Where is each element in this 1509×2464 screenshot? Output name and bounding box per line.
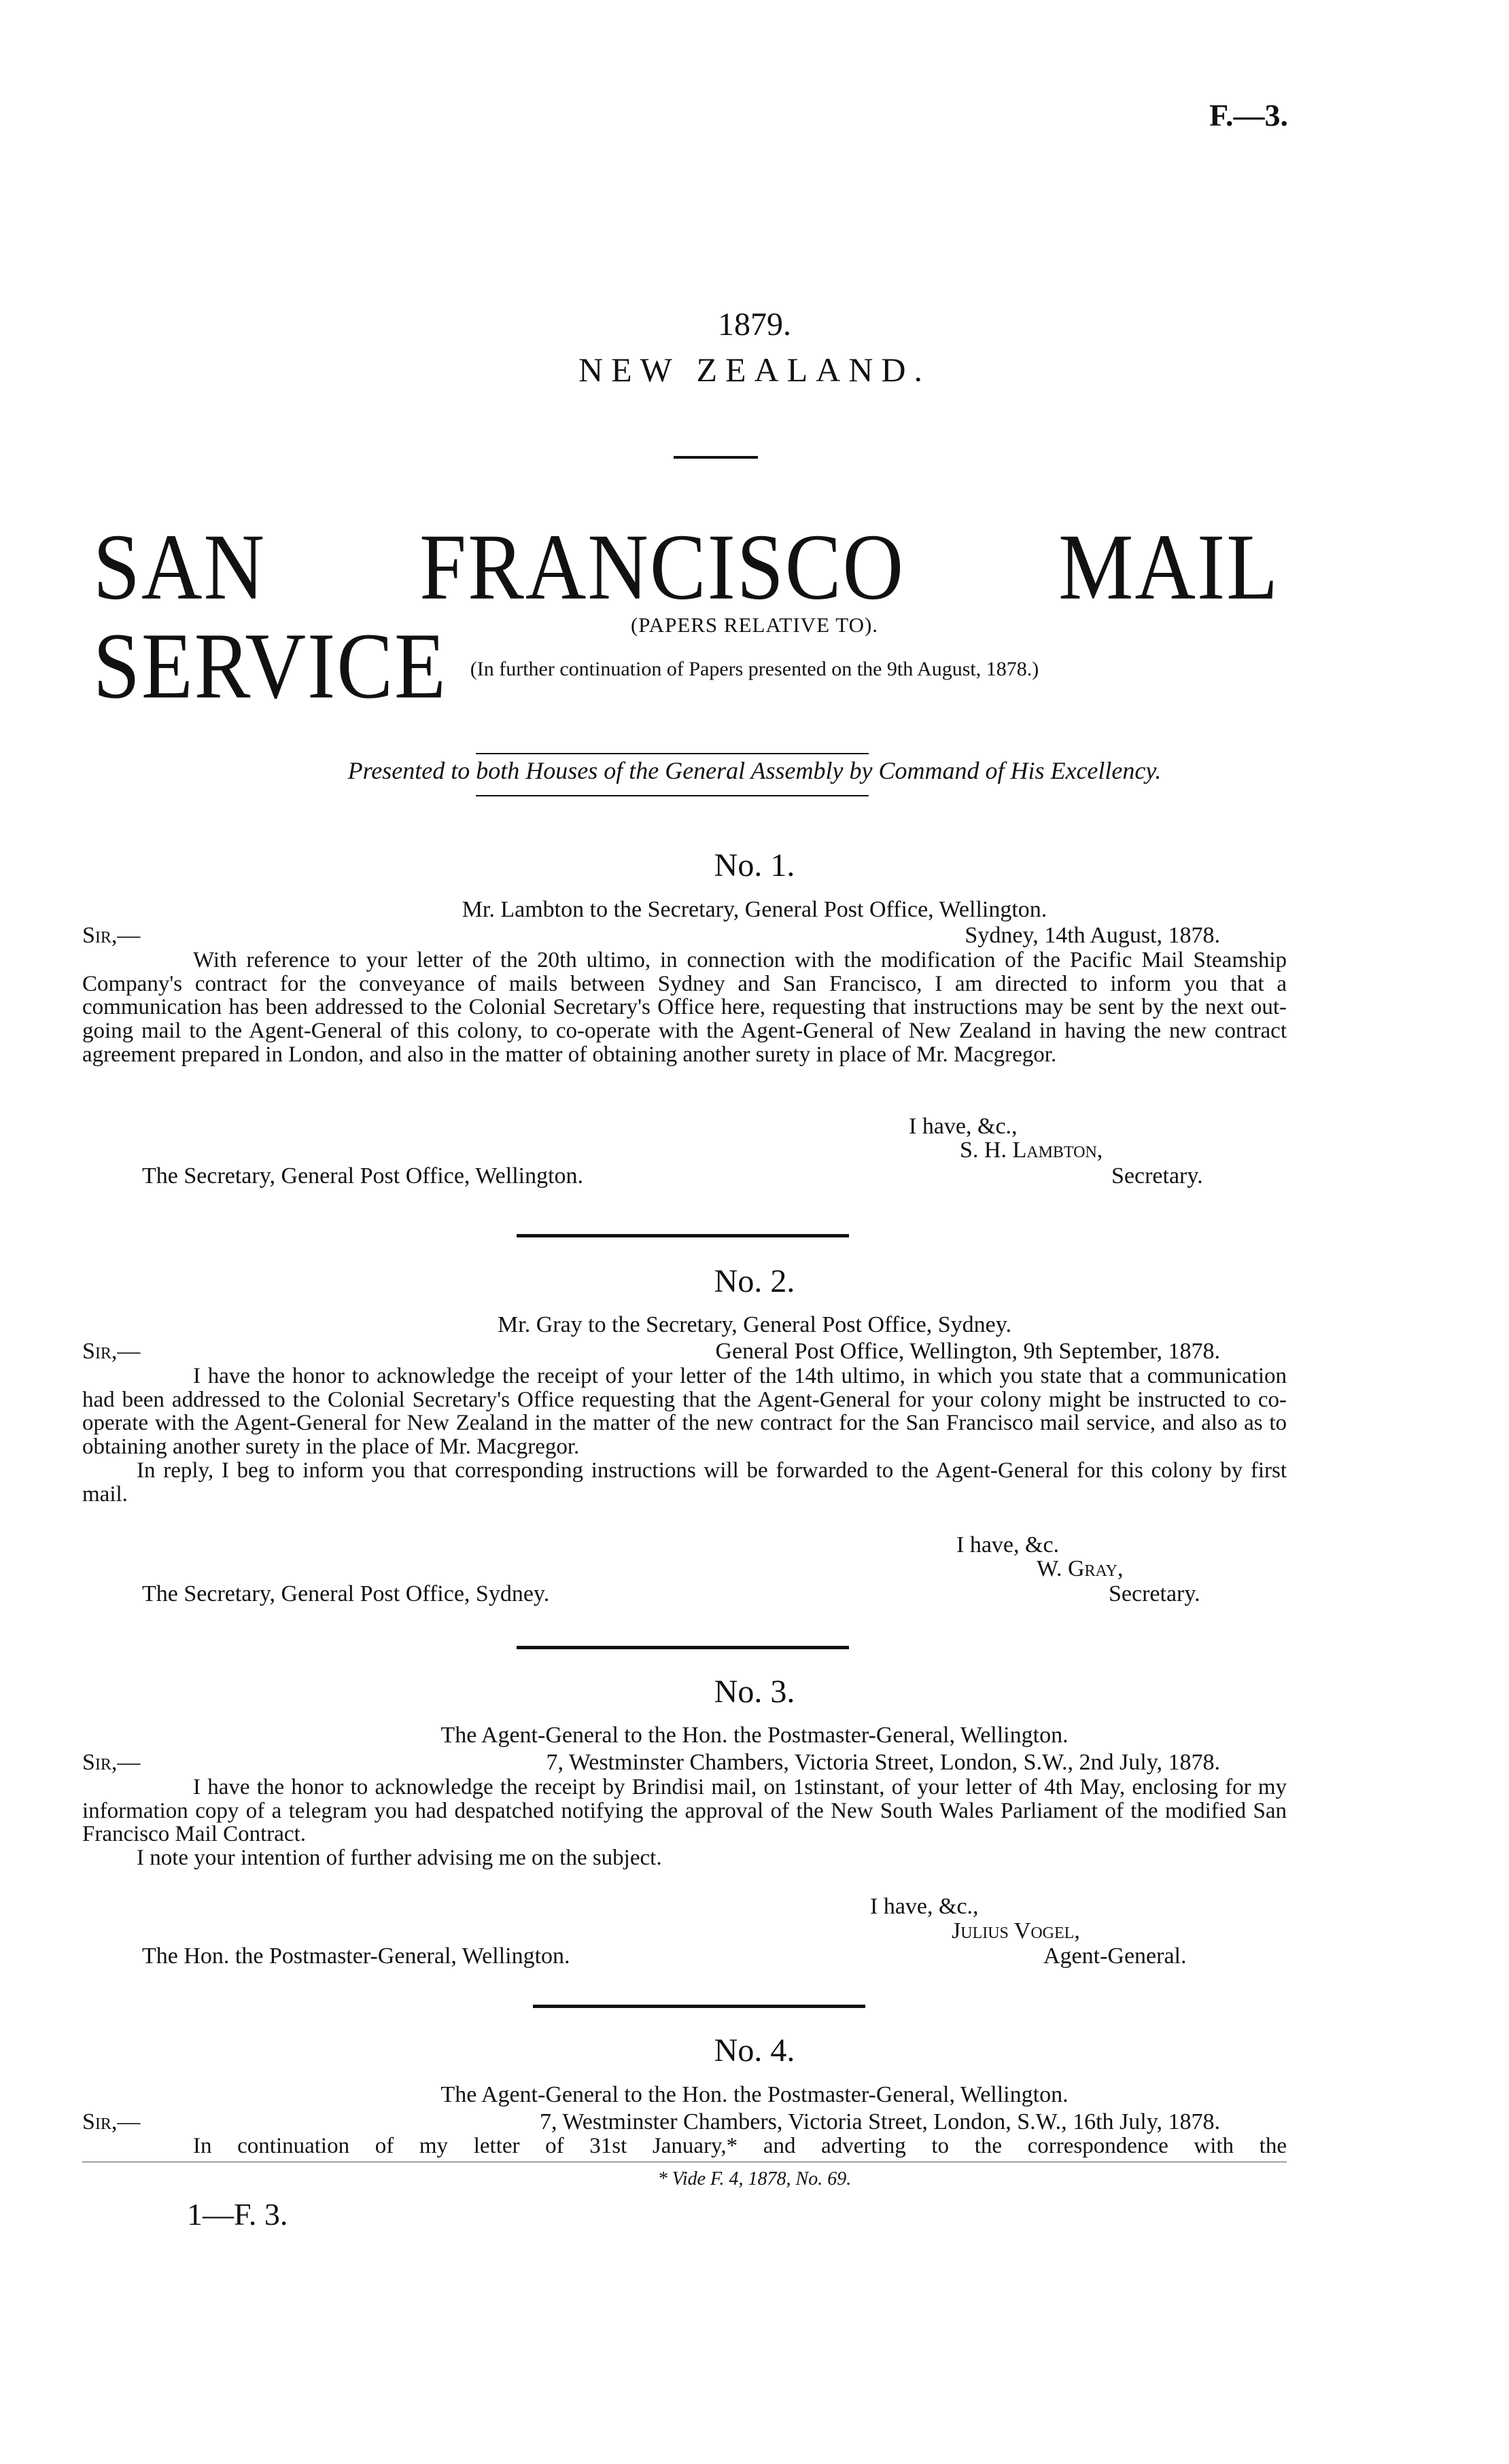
letter-1-place-date: Sydney, 14th August, 1878. [965,923,1220,948]
footnote: * Vide F. 4, 1878, No. 69. [657,2168,852,2189]
letter-3-closing: I have, &c., [870,1894,979,1919]
letter-1-addressee: The Secretary, General Post Office, Wellington. [142,1163,584,1189]
letter-3-salutation: Sir,— [82,1750,141,1775]
letter-3-addressee: The Hon. the Postmaster-General, Wellington. [142,1943,570,1969]
presented-line: Presented to both Houses of the General Assembly by Command of His Excellency. [347,757,1162,784]
letter-3-place-date: 7, Westminster Chambers, Victoria Street, London, S.W., 2nd July, 1878. [546,1750,1220,1775]
letter-3-heading: The Agent-General to the Hon. the Postmaster-General, Wellington. [440,1723,1069,1748]
letter-3-paragraph-2: I note your intention of further advising me on the subject. [137,1846,662,1871]
letter-1-signatory-title: Secretary. [1111,1163,1203,1189]
letter-2-paragraph-1: I have the honor to acknowledge the receipt of your letter of the 14th ultimo, in which you state that a communication had been addressed to the Colonial Secretary's Office requesting that the Agent-General for your colony might be instructed to co-operate with the Agent-General for New Zealand in the matter of the new contract for the San Francisco mail service, and also as to obtaining another surety in the place of Mr. Macgregor. [82,1364,1287,1460]
letter-1-paragraph: With reference to your letter of the 20th ultimo, in connection with the modification of the Pacific Mail Steamship Company's contract for the conveyance of mails between Sydney and San Francisco, I am directed to inform you that a communication has been addressed to the Colonial Secretary's Office here, requesting that instructions may be sent by the next out-going mail to the Agent-General of this colony, to co-operate with the Agent-General of New Zealand in having the new contract agreement prepared in London, and also in the matter of obtaining another surety in place of Mr. Macgregor. [82,948,1287,1067]
presented-rule-bottom [476,795,869,796]
letter-4-place-date: 7, Westminster Chambers, Victoria Street, London, S.W., 16th July, 1878. [540,2109,1220,2134]
letter-3-signature: Julius Vogel, [952,1918,1080,1943]
page-reference: F.—3. [1209,98,1288,133]
letter-1-heading: Mr. Lambton to the Secretary, General Post Office, Wellington. [462,897,1047,922]
letter-4-number: No. 4. [714,2032,795,2069]
letter-2-signature: W. Gray, [1037,1556,1124,1581]
presented-rule-top [476,753,869,754]
letter-2-body [82,1365,1287,1506]
letter-2-signatory-title: Secretary. [1109,1581,1200,1606]
continuation-note: (In further continuation of Papers presented on the 9th August, 1878.) [470,658,1039,680]
letter-4-heading: The Agent-General to the Hon. the Postmaster-General, Wellington. [440,2082,1069,2107]
letter-4-paragraph: In continuation of my letter of 31st January,* and adverting to the correspondence with the [193,2134,1287,2158]
letter-2-closing: I have, &c. [956,1532,1060,1557]
signature-mark: 1—F. 3. [187,2197,288,2232]
letter-1-closing: I have, &c., [909,1114,1018,1139]
letter-3-body [82,1776,1287,1870]
letter-3-paragraph-1: I have the honor to acknowledge the receipt by Brindisi mail, on 1stinstant, of your letter of 4th May, enclosing for my information copy of a telegram you had despatched notifying the approval of the New South Wales Parliament of the modified San Francisco Mail Contract. [82,1775,1287,1847]
year: 1879. [718,306,791,342]
letter-2-addressee: The Secretary, General Post Office, Sydney. [142,1581,550,1606]
letter-1-divider [517,1234,849,1237]
letter-2-divider [517,1646,849,1649]
document-subtitle: (PAPERS RELATIVE TO). [630,613,879,637]
letter-2-number: No. 2. [714,1263,795,1299]
letter-2-heading: Mr. Gray to the Secretary, General Post Office, Sydney. [498,1312,1011,1337]
letter-3-divider [533,2005,865,2008]
letter-1-salutation: Sir,— [82,923,141,948]
document-title: SAN FRANCISCO MAIL SERVICE [93,514,1279,718]
letter-2-paragraph-2: In reply, I beg to inform you that corresponding instructions will be forwarded to the Agent-General for this colony by first mail. [82,1458,1287,1507]
header-divider [674,456,758,459]
country: NEW ZEALAND. [578,351,931,389]
letter-4-salutation: Sir,— [82,2109,141,2134]
letter-1-number: No. 1. [714,847,795,883]
letter-3-number: No. 3. [714,1674,795,1710]
letter-1-signature: S. H. Lambton, [960,1138,1103,1163]
letter-2-place-date: General Post Office, Wellington, 9th September, 1878. [715,1339,1220,1364]
letter-3-signatory-title: Agent-General. [1043,1943,1187,1969]
letter-4-body [82,2134,1287,2158]
letter-1-body [82,949,1287,1067]
letter-2-salutation: Sir,— [82,1339,141,1364]
